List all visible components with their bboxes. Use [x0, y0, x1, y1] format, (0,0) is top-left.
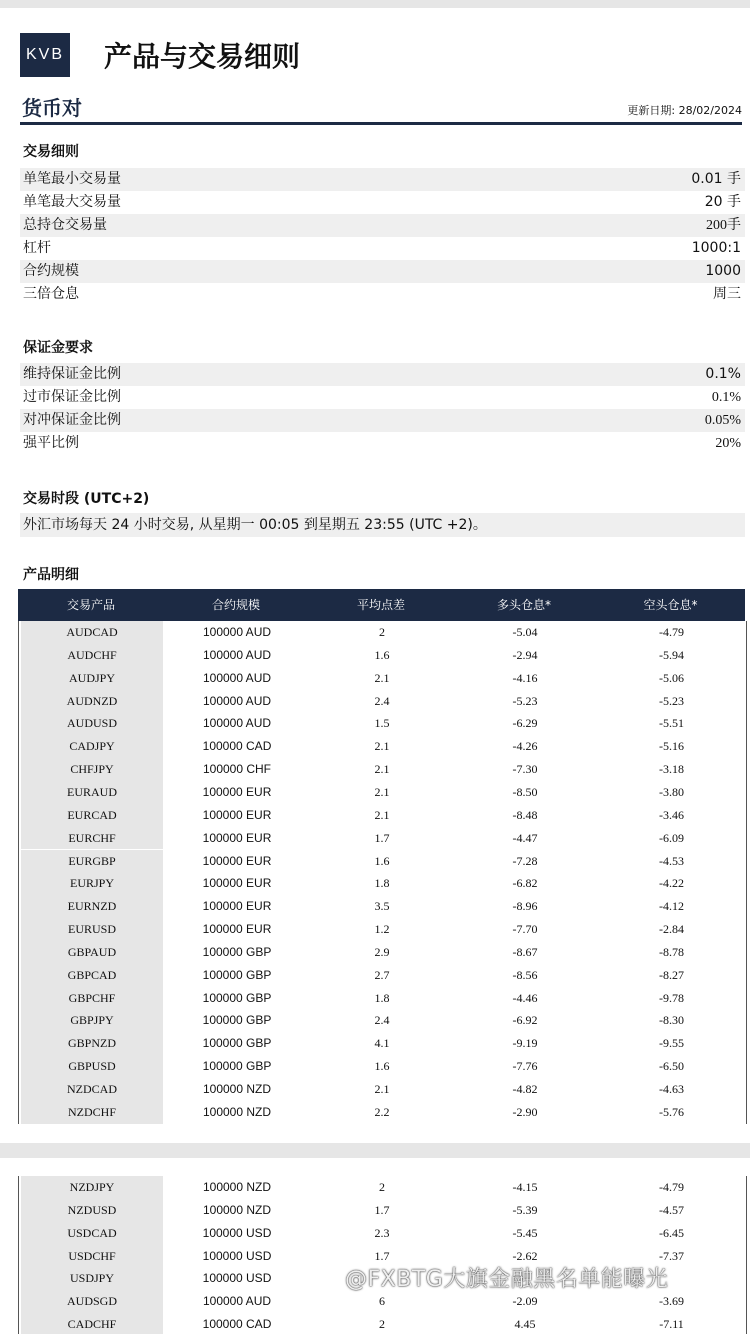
contract-size-cell: 100000 AUD	[202, 693, 272, 708]
long-swap-cell: -8.50	[512, 784, 538, 799]
avg-spread-cell: 2.1	[374, 807, 390, 822]
column-header-short-swap: 空头仓息*	[643, 598, 698, 612]
table-row	[19, 987, 746, 1010]
trading_rules-value: 1000:1	[691, 240, 741, 256]
short-swap-cell: -8.30	[659, 1013, 684, 1028]
avg-spread-cell: 2.1	[374, 739, 390, 754]
product-cell: NZDCAD	[21, 1078, 163, 1101]
short-swap-cell: -6.09	[659, 830, 684, 845]
table-row	[19, 1222, 746, 1245]
table-row	[19, 1313, 746, 1334]
product-cell: EURGBP	[21, 850, 163, 873]
long-swap-cell: -7.30	[512, 762, 538, 777]
short-swap-cell: -9.78	[659, 990, 684, 1005]
document-page-1	[0, 8, 750, 1143]
table-row	[19, 621, 746, 644]
short-swap-cell: -3.69	[659, 1294, 684, 1309]
avg-spread-cell: 1.6	[374, 853, 390, 868]
product-cell: GBPUSD	[21, 1055, 163, 1078]
short-swap-cell: -5.51	[659, 716, 684, 731]
long-swap-cell: -7.28	[512, 853, 538, 868]
column-header-avg-spread: 平均点差	[356, 598, 405, 612]
long-swap-cell: -4.82	[512, 1082, 538, 1096]
long-swap-cell: -6.29	[512, 716, 538, 731]
product-cell: NZDJPY	[21, 1176, 163, 1199]
contract-size-cell: 100000 AUD	[202, 647, 272, 662]
avg-spread-cell: 2.1	[374, 670, 390, 685]
short-swap-cell: -6.45	[659, 1225, 684, 1240]
table-row	[19, 918, 746, 941]
short-swap-cell: -3.18	[659, 762, 684, 777]
product-table	[18, 621, 747, 1124]
long-swap-cell: -5.45	[512, 1225, 538, 1240]
short-swap-cell: -4.63	[659, 1082, 684, 1096]
product-cell: AUDSGD	[21, 1290, 163, 1313]
long-swap-cell: -2.09	[512, 1294, 538, 1309]
short-swap-cell: -4.22	[659, 876, 684, 891]
trading-hours-title: 交易时段 (UTC+2)	[23, 491, 150, 507]
long-swap-cell: -8.56	[512, 967, 538, 982]
trading_rules-row	[20, 214, 745, 237]
product-table-header	[18, 589, 745, 621]
long-swap-cell: -7.70	[512, 922, 538, 937]
update-date: 更新日期: 28/02/2024	[627, 104, 742, 117]
long-swap-cell: -5.23	[512, 693, 538, 708]
table-row	[19, 1009, 746, 1032]
contract-size-cell: 100000 EUR	[202, 876, 272, 891]
product-cell: USDCHF	[21, 1245, 163, 1268]
long-swap-cell: -5.04	[512, 625, 538, 639]
avg-spread-cell: 1.5	[374, 716, 390, 731]
trading_rules-row	[20, 260, 745, 283]
margin-row	[20, 432, 745, 455]
avg-spread-cell: 2.7	[374, 967, 390, 982]
document-title: 产品与交易细则	[104, 40, 301, 73]
short-swap-cell: -5.76	[659, 1104, 684, 1119]
margin-title: 保证金要求	[23, 340, 93, 356]
contract-size-cell: 100000 NZD	[202, 1202, 272, 1217]
table-row	[19, 804, 746, 827]
column-header-long-swap: 多头仓息*	[496, 598, 551, 612]
trading_rules-row	[20, 168, 745, 191]
short-swap-cell: -6.50	[659, 1059, 684, 1074]
contract-size-cell: 100000 EUR	[202, 784, 272, 799]
product-cell: AUDJPY	[21, 667, 163, 690]
contract-size-cell: 100000 AUD	[202, 670, 272, 685]
long-swap-cell: -6.92	[512, 1013, 538, 1028]
table-row	[19, 1176, 746, 1199]
table-row	[19, 758, 746, 781]
trading_rules-value: 0.01 手	[691, 171, 741, 187]
long-swap-cell: -6.82	[512, 876, 538, 891]
column-header-product: 交易产品	[66, 598, 115, 612]
margin-row	[20, 363, 745, 386]
long-swap-cell: -5.39	[512, 1202, 538, 1217]
avg-spread-cell: 1.6	[374, 647, 390, 662]
margin-value: 0.05%	[704, 413, 741, 428]
contract-size-cell: 100000 EUR	[202, 853, 272, 868]
table-row	[19, 1290, 746, 1313]
table-row	[19, 1199, 746, 1222]
avg-spread-cell: 2.1	[374, 1082, 390, 1096]
product-cell: CADJPY	[21, 735, 163, 758]
short-swap-cell: -5.06	[659, 670, 684, 685]
avg-spread-cell: 1.7	[374, 830, 390, 845]
avg-spread-cell: 1.6	[374, 1059, 390, 1074]
long-swap-cell: -8.96	[512, 899, 538, 914]
product-cell: GBPCAD	[21, 964, 163, 987]
margin-row	[20, 409, 745, 432]
avg-spread-cell: 1.7	[374, 1248, 390, 1263]
long-swap-cell: -9.19	[512, 1036, 538, 1051]
trading_rules-value: 200手	[706, 218, 741, 233]
product-cell: EURCHF	[21, 827, 163, 850]
long-swap-cell: -4.16	[512, 670, 538, 685]
contract-size-cell: 100000 GBP	[202, 1013, 272, 1028]
short-swap-cell: -8.78	[659, 944, 684, 959]
contract-size-cell: 100000 EUR	[202, 807, 272, 822]
table-row	[19, 690, 746, 713]
kvb-logo: KVB	[20, 33, 70, 77]
trading_rules-value: 周三	[713, 286, 741, 302]
trading-rules-title: 交易细则	[23, 144, 79, 160]
short-swap-cell: -7.11	[659, 1317, 684, 1332]
avg-spread-cell: 2.4	[374, 693, 390, 708]
contract-size-cell: 100000 USD	[202, 1271, 272, 1286]
product-cell: AUDCHF	[21, 644, 163, 667]
short-swap-cell: -9.55	[659, 1036, 684, 1051]
short-swap-cell: -5.16	[659, 739, 684, 754]
product-cell: GBPJPY	[21, 1009, 163, 1032]
trading-hours-row	[20, 513, 745, 537]
table-row	[19, 781, 746, 804]
short-swap-cell: -8.27	[659, 967, 684, 982]
table-row	[19, 644, 746, 667]
long-swap-cell: -4.46	[512, 990, 538, 1005]
product-cell: CHFJPY	[21, 758, 163, 781]
short-swap-cell: -5.23	[659, 693, 684, 708]
product-cell: CADCHF	[21, 1313, 163, 1334]
avg-spread-cell: 2.1	[374, 762, 390, 777]
avg-spread-cell: 6	[379, 1294, 385, 1309]
product-cell: GBPCHF	[21, 987, 163, 1010]
contract-size-cell: 100000 GBP	[202, 967, 272, 982]
margin-row	[20, 386, 745, 409]
contract-size-cell: 100000 CAD	[202, 1317, 272, 1332]
contract-size-cell: 100000 AUD	[202, 716, 272, 731]
table-row	[19, 667, 746, 690]
table-row	[19, 1101, 746, 1124]
category-title: 货币对	[22, 96, 82, 120]
avg-spread-cell: 4.1	[374, 1036, 390, 1051]
trading_rules-label: 合约规模	[23, 263, 79, 279]
trading_rules-label: 总持仓交易量	[23, 217, 107, 233]
table-row	[19, 827, 746, 850]
avg-spread-cell: 2.1	[374, 784, 390, 799]
product-cell: USDCAD	[21, 1222, 163, 1245]
contract-size-cell: 100000 GBP	[202, 1059, 272, 1074]
long-swap-cell: -4.47	[512, 830, 538, 845]
category-header	[20, 92, 742, 125]
contract-size-cell: 100000 EUR	[202, 830, 272, 845]
trading_rules-row	[20, 283, 745, 306]
document-page-2	[0, 1158, 750, 1334]
table-row	[19, 1078, 746, 1101]
margin-value: 0.1%	[705, 366, 741, 382]
short-swap-cell: -4.79	[659, 1180, 684, 1194]
table-row	[19, 895, 746, 918]
short-swap-cell: -5.94	[659, 647, 684, 662]
long-swap-cell: -8.67	[512, 944, 538, 959]
contract-size-cell: 100000 GBP	[202, 1036, 272, 1051]
contract-size-cell: 100000 CAD	[202, 739, 272, 754]
short-swap-cell: -2.84	[659, 922, 684, 937]
trading_rules-value: 20 手	[704, 194, 741, 210]
table-row	[19, 850, 746, 873]
watermark-text: @FXBTG大旗金融黑名单能曝光	[345, 1267, 669, 1292]
table-row	[19, 872, 746, 895]
contract-size-cell: 100000 EUR	[202, 899, 272, 914]
avg-spread-cell: 2	[379, 1317, 385, 1332]
short-swap-cell: -3.46	[659, 807, 684, 822]
product-cell: GBPAUD	[21, 941, 163, 964]
long-swap-cell: -4.26	[512, 739, 538, 754]
product-cell: EURNZD	[21, 895, 163, 918]
long-swap-cell: -7.76	[512, 1059, 538, 1074]
table-row	[19, 964, 746, 987]
short-swap-cell: -4.79	[659, 625, 684, 639]
product-cell: AUDNZD	[21, 690, 163, 713]
avg-spread-cell: 2.3	[374, 1225, 390, 1240]
margin-value: 0.1%	[711, 390, 741, 405]
short-swap-cell: -4.57	[659, 1202, 684, 1217]
margin-value: 20%	[715, 436, 741, 451]
trading_rules-label: 三倍仓息	[23, 286, 79, 302]
table-row	[19, 712, 746, 735]
avg-spread-cell: 1.8	[374, 990, 390, 1005]
trading_rules-label: 单笔最大交易量	[23, 194, 121, 210]
product-table-continued	[18, 1176, 747, 1334]
contract-size-cell: 100000 AUD	[202, 1294, 272, 1309]
product-cell: EURAUD	[21, 781, 163, 804]
contract-size-cell: 100000 NZD	[202, 1082, 272, 1096]
margin-label: 强平比例	[23, 435, 79, 451]
product-cell: AUDCAD	[21, 621, 163, 644]
product-cell: NZDUSD	[21, 1199, 163, 1222]
product-cell: EURCAD	[21, 804, 163, 827]
contract-size-cell: 100000 USD	[202, 1248, 272, 1263]
trading_rules-row	[20, 191, 745, 214]
avg-spread-cell: 1.8	[374, 876, 390, 891]
trading_rules-value: 1000	[705, 263, 741, 279]
column-header-contract-size: 合约规模	[211, 598, 260, 612]
contract-size-cell: 100000 EUR	[202, 922, 272, 937]
product-cell: NZDCHF	[21, 1101, 163, 1124]
product-cell: EURUSD	[21, 918, 163, 941]
table-row	[19, 1032, 746, 1055]
contract-size-cell: 100000 USD	[202, 1225, 272, 1240]
contract-size-cell: 100000 NZD	[202, 1180, 272, 1194]
short-swap-cell: -4.12	[659, 899, 684, 914]
product-cell: EURJPY	[21, 872, 163, 895]
product-cell: GBPNZD	[21, 1032, 163, 1055]
long-swap-cell: -2.90	[512, 1104, 538, 1119]
margin-label: 过市保证金比例	[23, 389, 121, 405]
table-row	[19, 941, 746, 964]
contract-size-cell: 100000 GBP	[202, 990, 272, 1005]
trading_rules-row	[20, 237, 745, 260]
long-swap-cell: -2.94	[512, 647, 538, 662]
product-cell: USDJPY	[21, 1267, 163, 1290]
avg-spread-cell: 2.4	[374, 1013, 390, 1028]
contract-size-cell: 100000 NZD	[202, 1104, 272, 1119]
trading_rules-label: 单笔最小交易量	[23, 171, 121, 187]
avg-spread-cell: 2.2	[374, 1104, 390, 1119]
trading-hours-text: 外汇市场每天 24 小时交易, 从星期一 00:05 到星期五 23:55 (UTC +2)。	[23, 517, 487, 533]
avg-spread-cell: 2	[379, 1180, 385, 1194]
long-swap-cell: -4.15	[512, 1180, 538, 1194]
margin-label: 维持保证金比例	[23, 366, 121, 382]
short-swap-cell: -4.53	[659, 853, 684, 868]
avg-spread-cell: 1.7	[374, 1202, 390, 1217]
table-row	[19, 735, 746, 758]
margin-label: 对冲保证金比例	[23, 412, 121, 428]
avg-spread-cell: 3.5	[374, 899, 390, 914]
avg-spread-cell: 2.9	[374, 944, 390, 959]
product-details-title: 产品明细	[23, 567, 79, 583]
avg-spread-cell: 1.2	[374, 922, 390, 937]
short-swap-cell: -3.80	[659, 784, 684, 799]
short-swap-cell: -7.37	[659, 1248, 684, 1263]
long-swap-cell: -8.48	[512, 807, 538, 822]
table-row	[19, 1055, 746, 1078]
long-swap-cell: 4.45	[514, 1317, 536, 1332]
avg-spread-cell: 2	[379, 625, 385, 639]
long-swap-cell: -2.62	[512, 1248, 538, 1263]
contract-size-cell: 100000 AUD	[202, 625, 272, 639]
contract-size-cell: 100000 CHF	[202, 762, 272, 777]
trading_rules-label: 杠杆	[23, 240, 51, 256]
contract-size-cell: 100000 GBP	[202, 944, 272, 959]
product-cell: AUDUSD	[21, 712, 163, 735]
